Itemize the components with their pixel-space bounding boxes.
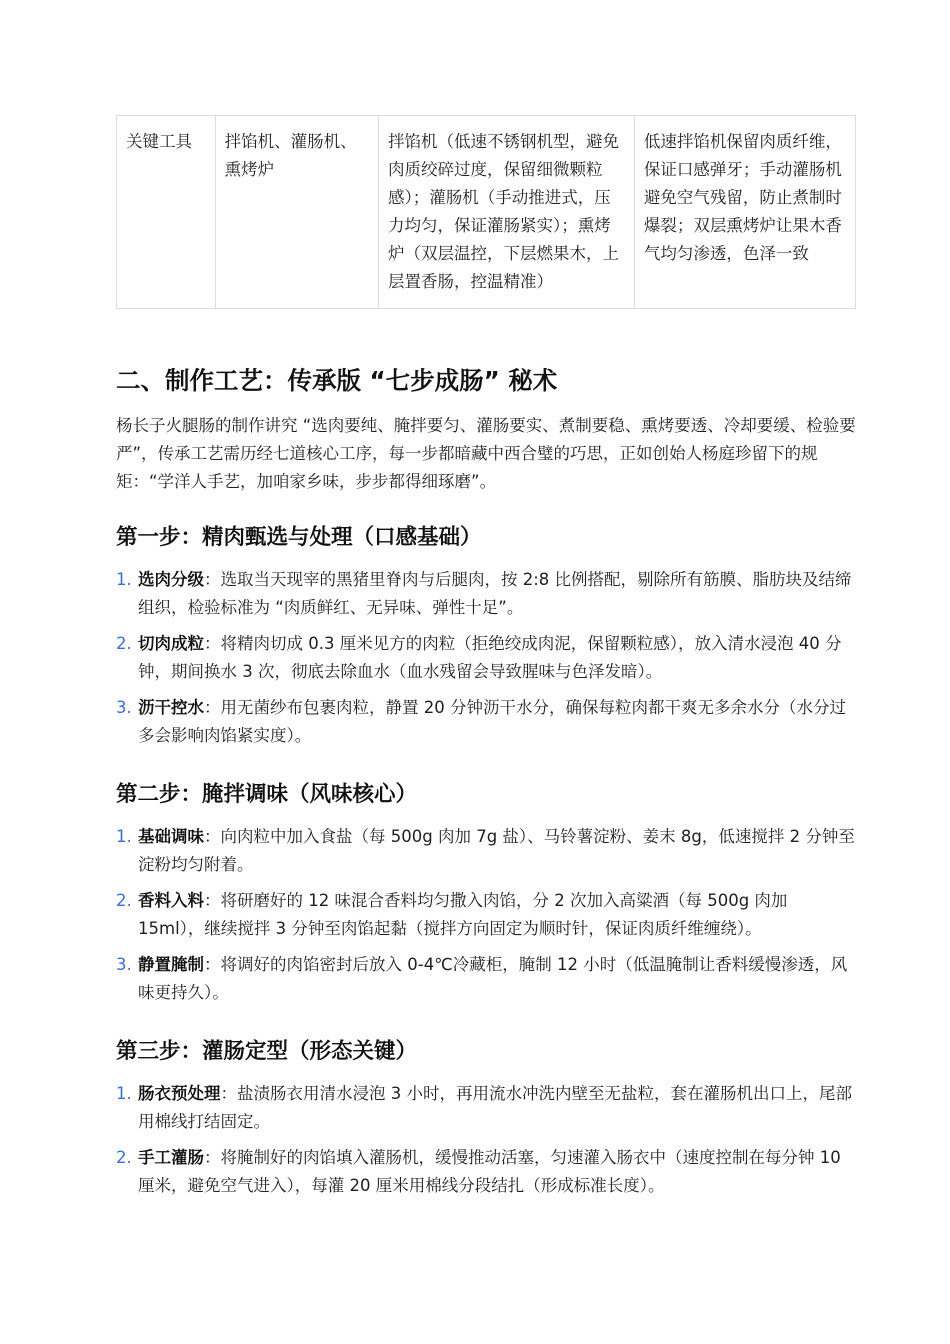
table-row <box>117 116 856 309</box>
list-item <box>116 566 856 622</box>
section-intro: 杨长子火腿肠的制作讲究 “选肉要纯、腌拌要匀、灌肠要实、煮制要稳、熏烤要透、冷却要缓、检验要严”，传承工艺需历经七道核心工序，每一步都暗藏中西合璧的巧思，正如创始人杨庭珍留下的规矩：“学洋人手艺，加咱家乡味，步步都得细琢磨”。 <box>116 416 856 491</box>
step3-list <box>116 1080 856 1208</box>
item-text: ：将精肉切成 0.3 厘米见方的肉粒（拒绝绞成肉泥，保留颗粒感），放入清水浸泡 40 分钟，期间换水 3 次，彻底去除血水（血水残留会导致腥味与色泽发暗）。 <box>138 634 842 681</box>
item-label: 沥干控水 <box>138 698 204 717</box>
tools-table <box>116 115 856 309</box>
item-label: 静置腌制 <box>138 955 204 974</box>
item-label: 切肉成粒 <box>138 634 204 653</box>
table-cell-effect: 低速拌馅机保留肉质纤维，保证口感弹牙；手动灌肠机避免空气残留，防止煮制时爆裂；双层熏烤炉让果木香气均匀渗透，色泽一致 <box>634 116 855 309</box>
item-text: ：盐渍肠衣用清水浸泡 3 小时，再用流水冲洗内壁至无盐粒，套在灌肠机出口上，尾部用棉线打结固定。 <box>138 1084 852 1131</box>
list-item <box>116 1080 856 1136</box>
step2-heading: 第二步：腌拌调味（风味核心） <box>116 782 418 807</box>
list-number: 3. <box>116 698 132 717</box>
list-number: 1. <box>116 827 132 846</box>
list-number: 2. <box>116 634 132 653</box>
item-text: ：用无菌纱布包裹肉粒，静置 20 分钟沥干水分，确保每粒肉都干爽无多余水分（水分过多会影响肉馅紧实度）。 <box>138 698 846 745</box>
item-label: 基础调味 <box>138 827 204 846</box>
table-cell-tools: 拌馅机、灌肠机、熏烤炉 <box>215 116 378 309</box>
item-label: 香料入料 <box>138 891 204 910</box>
list-item <box>116 887 856 943</box>
item-text: ：将调好的肉馅密封后放入 0-4℃冷藏柜，腌制 12 小时（低温腌制让香料缓慢渗透，风味更持久）。 <box>138 955 848 1002</box>
list-item <box>116 1144 856 1200</box>
step1-list <box>116 566 856 758</box>
list-number: 1. <box>116 1084 132 1103</box>
list-item <box>116 951 856 1007</box>
list-number: 2. <box>116 1148 132 1167</box>
list-number: 1. <box>116 570 132 589</box>
step1-heading: 第一步：精肉甄选与处理（口感基础） <box>116 525 482 550</box>
item-text: ：将腌制好的肉馅填入灌肠机，缓慢推动活塞，匀速灌入肠衣中（速度控制在每分钟 10 厘米，避免空气进入），每灌 20 厘米用棉线分段结扎（形成标准长度）。 <box>138 1148 841 1195</box>
item-text: ：向肉粒中加入食盐（每 500g 肉加 7g 盐）、马铃薯淀粉、姜末 8g，低速搅拌 2 分钟至淀粉均匀附着。 <box>138 827 855 874</box>
step3-heading: 第三步：灌肠定型（形态关键） <box>116 1039 418 1064</box>
item-label: 肠衣预处理 <box>138 1084 221 1103</box>
table-cell-label: 关键工具 <box>117 116 216 309</box>
list-number: 3. <box>116 955 132 974</box>
list-item <box>116 823 856 879</box>
item-text: ：选取当天现宰的黑猪里脊肉与后腿肉，按 2:8 比例搭配，剔除所有筋膜、脂肪块及结缔组织，检验标准为 “肉质鲜红、无异味、弹性十足”。 <box>138 570 852 617</box>
section-heading: 二、制作工艺：传承版 “七步成肠” 秘术 <box>116 366 558 395</box>
list-item <box>116 694 856 750</box>
table-cell-spec: 拌馅机（低速不锈钢机型，避免肉质绞碎过度，保留细微颗粒感）；灌肠机（手动推进式，压力均匀，保证灌肠紧实）；熏烤炉（双层温控，下层燃果木，上层置香肠，控温精准） <box>379 116 635 309</box>
list-number: 2. <box>116 891 132 910</box>
step2-list <box>116 823 856 1015</box>
item-label: 选肉分级 <box>138 570 204 589</box>
item-text: ：将研磨好的 12 味混合香料均匀撒入肉馅，分 2 次加入高粱酒（每 500g 肉加 15ml），继续搅拌 3 分钟至肉馅起黏（搅拌方向固定为顺时针，保证肉质纤维缠绕）。 <box>138 891 788 938</box>
list-item <box>116 630 856 686</box>
item-label: 手工灌肠 <box>138 1148 204 1167</box>
